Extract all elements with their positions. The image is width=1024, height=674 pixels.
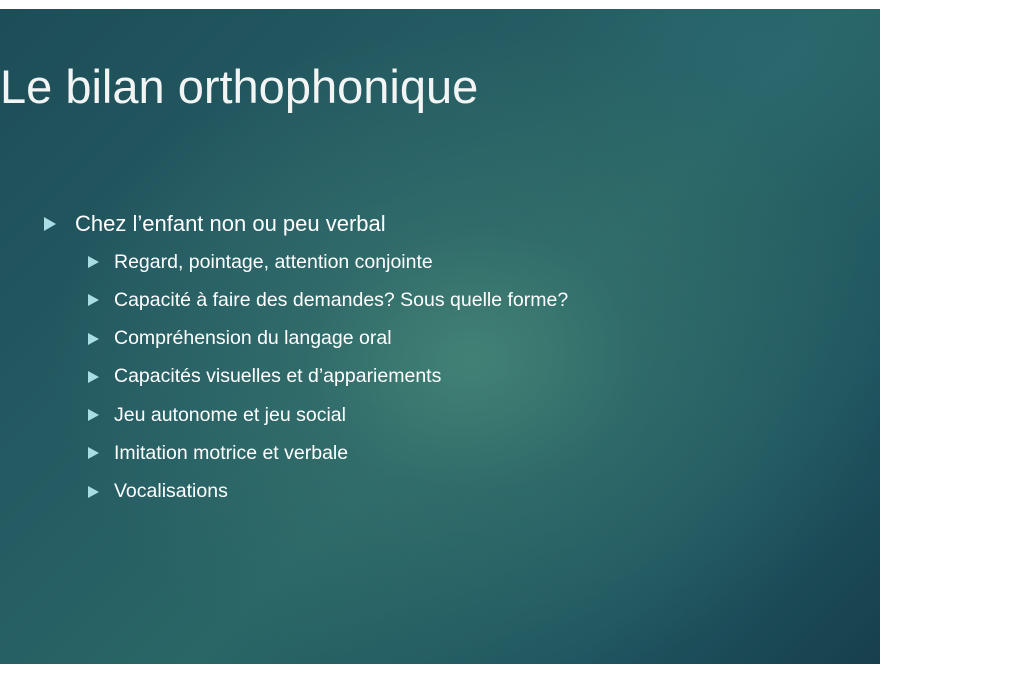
bullet-text: Chez l’enfant non ou peu verbal (75, 211, 386, 236)
triangle-right-icon (88, 409, 99, 421)
sub-bullet-text: Regard, pointage, attention conjointe (114, 250, 433, 273)
sub-bullet-item (88, 438, 864, 468)
sub-bullet-text: Jeu autonome et jeu social (114, 403, 346, 426)
bullet-item-level1 (44, 209, 864, 239)
triangle-right-icon (88, 447, 99, 459)
sub-bullet-item (88, 477, 864, 507)
sub-bullet-text: Capacité à faire des demandes? Sous quelle forme? (114, 288, 569, 311)
triangle-right-icon (88, 333, 99, 345)
sub-bullet-text: Compréhension du langage oral (114, 327, 392, 350)
slide (0, 9, 880, 664)
sub-bullet-text: Vocalisations (114, 480, 228, 503)
sub-bullet-text: Capacités visuelles et d’appariements (114, 365, 442, 388)
sub-bullet-item (88, 324, 864, 354)
sub-bullet-item (88, 400, 864, 430)
triangle-right-icon (44, 217, 56, 231)
sub-bullet-item (88, 362, 864, 392)
triangle-right-icon (88, 294, 99, 306)
triangle-right-icon (88, 486, 99, 498)
slide-title: Le bilan orthophonique (0, 60, 479, 113)
bullet-list (44, 209, 864, 515)
sub-bullet-item (88, 247, 864, 277)
triangle-right-icon (88, 371, 99, 383)
sub-bullet-item (88, 285, 864, 315)
sub-bullet-text: Imitation motrice et verbale (114, 441, 349, 464)
triangle-right-icon (88, 256, 99, 268)
